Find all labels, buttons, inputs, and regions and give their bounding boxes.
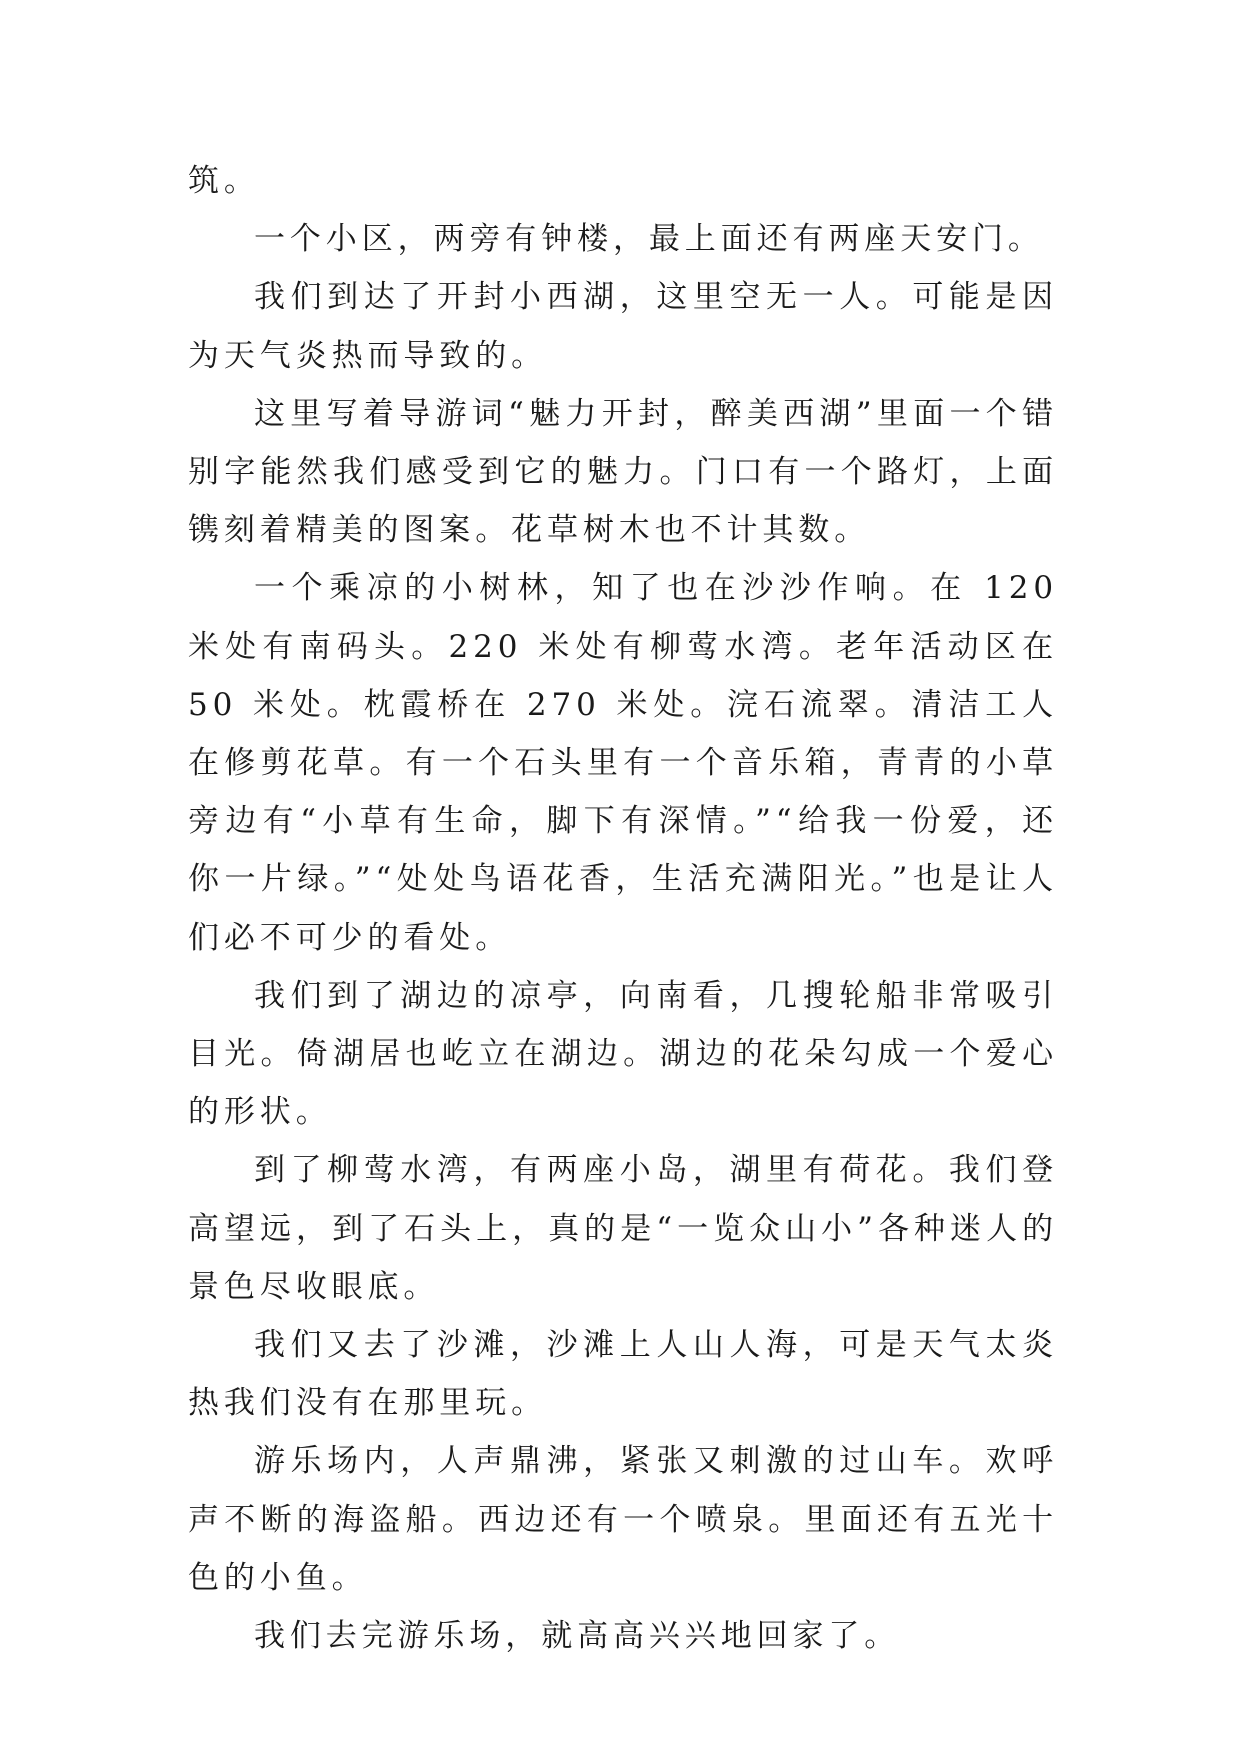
paragraph: 这里写着导游词“魅力开封，醉美西湖”里面一个错别字能然我们感受到它的魅力。门口有一个路灯，上面镌刻着精美的图案。花草树木也不计其数。	[188, 395, 1058, 549]
paragraph: 一个小区，两旁有钟楼，最上面还有两座天安门。	[254, 221, 1044, 258]
paragraph: 游乐场内，人声鼎沸，紧张又刺激的过山车。欢呼声不断的海盗船。西边还有一个喷泉。里面还有五光十色的小鱼。	[188, 1443, 1058, 1596]
paragraph: 一个乘凉的小树林，知了也在沙沙作响。在 120 米处有南码头。220 米处有柳莺水湾。老年活动区在 50 米处。枕霞桥在 270 米处。浣石流翠。清洁工人在修剪花草。有一个石头里有一个音乐箱，青青的小草旁边有“小草有生命，脚下有深情。”“给我一份爱，还你一片绿。”“处处鸟语花香，生活充满阳光。”也是让人们必不可少的看处。	[188, 570, 1058, 956]
paragraph: 我们到达了开封小西湖，这里空无一人。可能是因为天气炎热而导致的。	[188, 279, 1058, 374]
paragraph: 我们又去了沙滩，沙滩上人山人海，可是天气太炎热我们没有在那里玩。	[188, 1327, 1058, 1422]
paragraph: 我们到了湖边的凉亭，向南看，几搜轮船非常吸引目光。倚湖居也屹立在湖边。湖边的花朵勾成一个爱心的形状。	[188, 977, 1058, 1131]
paragraph: 我们去完游乐场，就高高兴兴地回家了。	[254, 1618, 901, 1655]
document-body	[188, 152, 1058, 1665]
paragraph: 到了柳莺水湾，有两座小岛，湖里有荷花。我们登高望远，到了石头上，真的是“一览众山小”各种迷人的景色尽收眼底。	[188, 1152, 1058, 1305]
paragraph: 筑。	[188, 163, 260, 199]
